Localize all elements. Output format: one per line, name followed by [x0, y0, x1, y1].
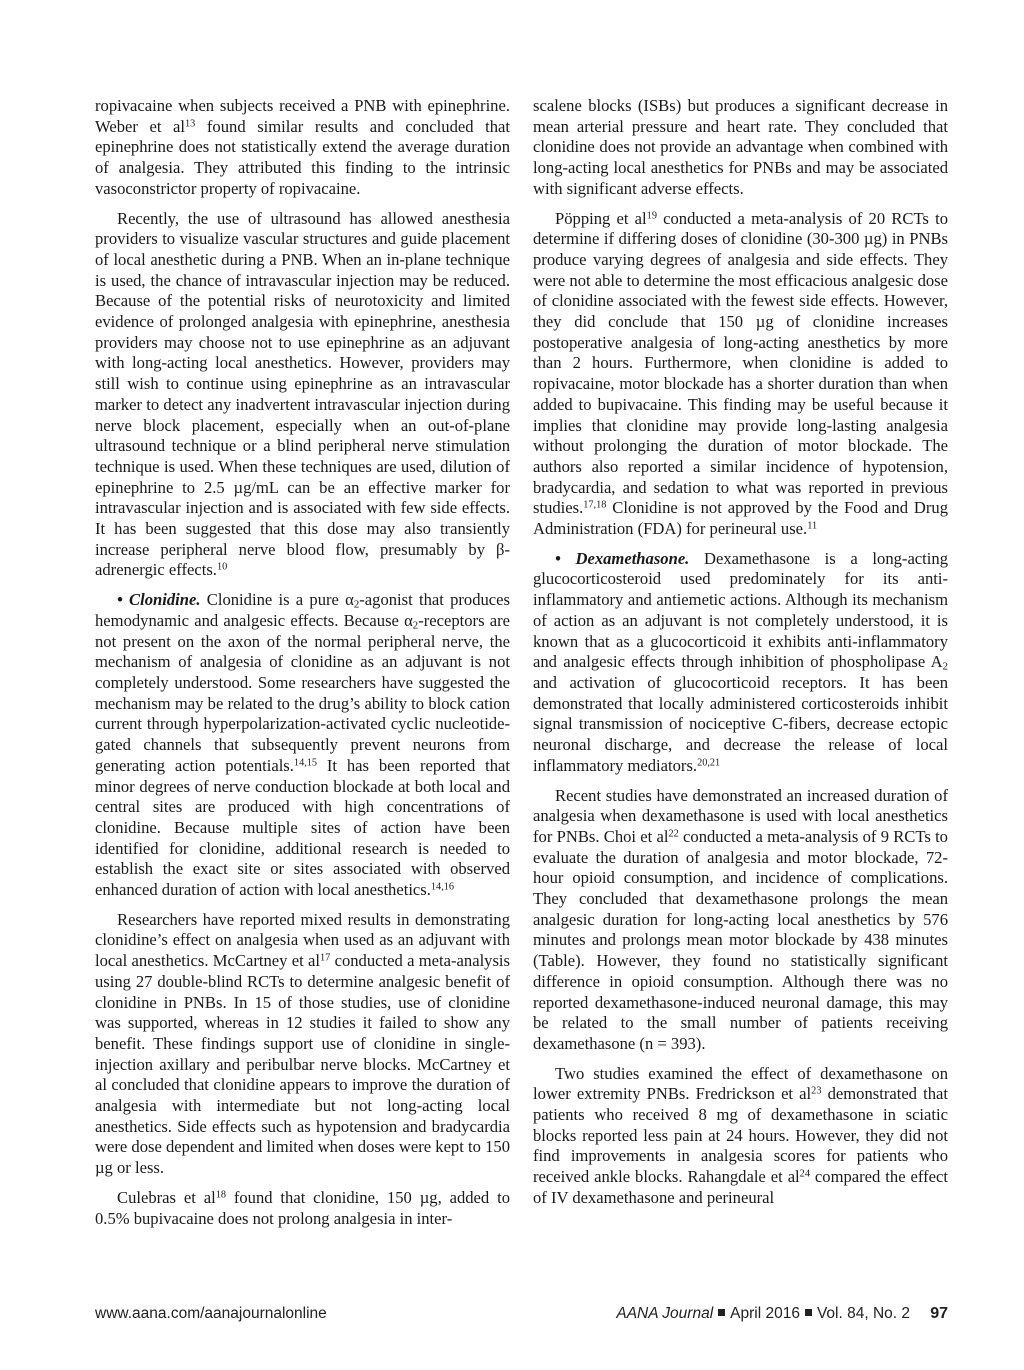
- page-number: 97: [930, 1305, 948, 1322]
- paragraph: Pöpping et $al^{19}$ conducted a meta-analysis of 20 RCTs to determine if differing doses of clonidine (30-300 µg) in PNBs produce varying degrees of analgesia and side effects. They were not able to determine the most efficacious analgesic dose of clonidine associated with the fewest side effects. However, they did conclude that 150 µg of clonidine increases postoperative analgesia of long-acting anesthetics by more than 2 hours. Furthermore, when clonidine is added to ropivacaine, motor blockade has a shorter duration than when added to bupivacaine. This finding may be useful because it implies that clonidine may provide long-lasting analgesia without prolonging the duration of motor blockade. The authors also reported a similar incidence of hypotension, bradycardia, and sedation to what was reported in previous studies.$^{17,18}$ Clonidine is not approved by the Food and Drug Administration (FDA) for perineural use.$^{11}$: [533, 208, 948, 539]
- paragraph: Two studies examined the effect of dexamethasone on lower extremity PNBs. Fredrickson et $al^{23}$ demonstrated that patients who received 8 mg of dexamethasone in sciatic blocks reported less pain at 24 hours. However, they did not find improvements in analgesia scores for patients who received ankle blocks. Rahangdale et $al^{24}$ compared the effect of IV dexamethasone and perineural: [533, 1063, 949, 1207]
- paragraph: Recent studies have demonstrated an increased duration of analgesia when dexamethasone is used with local anesthetics for PNBs. Choi et $al^{22}$ conducted a meta-analysis of 9 RCTs to evaluate the duration of analgesia and motor blockade, 72-hour opioid consumption, and incidence of complications. They concluded that dexamethasone prolongs the mean analgesic duration for long-acting local anesthetics by 576 minutes and prolongs mean motor blockade by 438 minutes (Table). However, they found no statistically significant difference in opioid consumption. Although there was no reported dexamethasone-induced neuronal damage, this may be related to the small number of patients receiving dexamethasone (n = 393).: [533, 785, 948, 1053]
- paragraph: ropivacaine when subjects received a PNB with epinephrine. Weber et $al^{13}$ found similar results and concluded that epinephrine does not statistically extend the average duration of analgesia. They attributed this finding to the intrinsic vasoconstrictor property of ropivacaine.: [95, 96, 511, 198]
- issue-date: April 2016: [730, 1305, 800, 1322]
- journal-url-link[interactable]: www.aana.com/aanajournalonline: [95, 1305, 327, 1322]
- journal-citation: [616, 1305, 910, 1323]
- square-bullet-icon: [805, 1309, 812, 1316]
- journal-name: AANA Journal: [616, 1305, 714, 1322]
- square-bullet-icon: [718, 1309, 725, 1316]
- paragraph: • Clonidine. Clonidine is a pure $\alpha_2$-agonist that produces hemodynamic and analgesic effects. Because $\alpha_2$-receptors are not present on the axon of the normal peripheral nerve, the mechanism of analgesia of clonidine as an adjuvant is not completely understood. Some researchers have suggested the mechanism may be related to the drug’s ability to block cation current through hyperpolarization-activated cyclic nucleotide-gated channels that subsequently prevent neurons from generating action potentials.$^{14,15}$ It has been reported that minor degrees of nerve conduction blockade at both local and central sites are produced with high concentrations of clonidine. Because multiple sites of action have been identified for clonidine, additional research is needed to establish the exact site or sites associated with observed enhanced duration of action with local anesthetics.$^{14,16}$: [95, 590, 510, 900]
- right-column: [533, 96, 948, 1209]
- volume-number: Vol. 84, No. 2: [816, 1305, 910, 1322]
- paragraph: Culebras et $al^{18}$ found that clonidine, 150 µg, added to 0.5% bupivacaine does not prolong analgesia in inter-: [95, 1187, 510, 1228]
- paragraph: • Dexamethasone. Dexamethasone is a long-acting glucocorticosteroid used predominately for its anti-inflammatory and antiemetic actions. Although its mechanism of action as an adjuvant is not completely understood, it is known that as a glucocorticoid it exhibits anti-inflammatory and analgesic effects through inhibition of phospholipase $A_2$ and activation of glucocorticoid receptors. It has been demonstrated that locally administered corticosteroids inhibit signal transmission of nociceptive C-fibers, decrease ectopic neuronal discharge, and decrease the release of local inflammatory mediators.$^{20,21}$: [533, 548, 948, 775]
- section-heading-dexamethasone: • Dexamethasone.: [555, 548, 690, 568]
- paragraph: Researchers have reported mixed results in demonstrating clonidine’s effect on analgesia when used as an adjuvant with local anesthetics. McCartney et $al^{17}$ conducted a meta-analysis using 27 double-blind RCTs to determine analgesic benefit of clonidine in PNBs. In 15 of those studies, use of clonidine was supported, whereas in 12 studies it failed to show any benefit. These findings support use of clonidine in single-injection axillary and peribulbar nerve blocks. McCartney et al concluded that clonidine appears to improve the duration of analgesia with intermediate but not long-acting local anesthetics. Side effects such as hypotension and bradycardia were dose dependent and limited when doses were kept to 150 µg or less.: [95, 909, 510, 1178]
- paragraph: scalene blocks (ISBs) but produces a significant decrease in mean arterial pressure and heart rate. They concluded that clonidine does not provide an advantage when combined with long-acting local anesthetics for PNBs and may be associated with significant adverse effects.: [533, 96, 948, 198]
- section-heading-clonidine: • Clonidine.: [117, 590, 201, 610]
- paragraph: Recently, the use of ultrasound has allowed anesthesia providers to visualize vascular structures and guide placement of local anesthetic during a PNB. When an in-plane technique is used, the chance of intravascular injection may be reduced. Because of the potential risks of neurotoxicity and limited evidence of prolonged analgesia with epinephrine, anesthesia providers may choose not to use epinephrine as an adjuvant with long-acting local anesthetics. However, providers may still wish to continue using epinephrine as an intravascular marker to detect any inadvertent intravascular injection during nerve block placement, especially when an out-of-plane ultrasound technique or a blind peripheral nerve stimulation technique is used. When these techniques are used, dilution of epinephrine to 2.5 µg/mL can be an effective marker for intravascular injection and is associated with few side effects. It has been suggested that this dose may also transiently increase peripheral nerve blood flow, presumably by β-adrenergic effects.$^{10}$: [95, 208, 510, 580]
- left-column: [95, 96, 510, 1229]
- page-footer: [95, 1305, 948, 1327]
